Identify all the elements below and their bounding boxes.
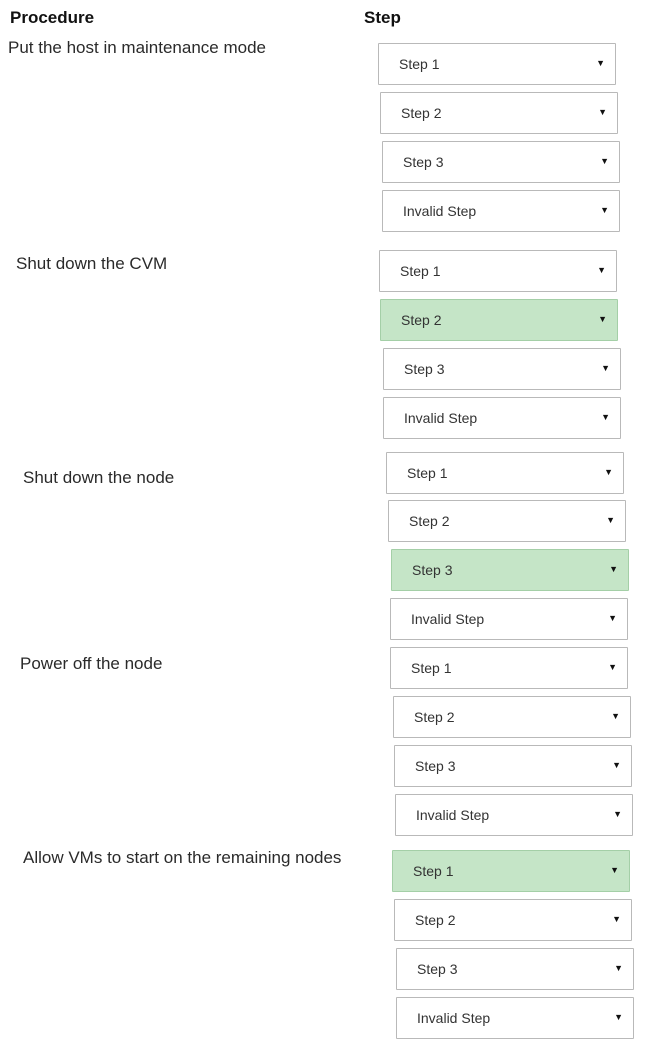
option-label: Step 3 bbox=[403, 154, 444, 170]
option-step-2-selected[interactable] bbox=[380, 299, 618, 341]
caret-down-icon: ▼ bbox=[600, 205, 609, 215]
caret-down-icon: ▼ bbox=[612, 760, 621, 770]
caret-down-icon: ▼ bbox=[606, 515, 615, 525]
option-label: Step 1 bbox=[399, 56, 440, 72]
caret-down-icon: ▼ bbox=[608, 613, 617, 623]
caret-down-icon: ▼ bbox=[612, 914, 621, 924]
option-step-2[interactable] bbox=[393, 696, 631, 738]
option-step-3[interactable] bbox=[394, 745, 632, 787]
step-header: Step bbox=[364, 8, 401, 27]
procedure-label: Put the host in maintenance mode bbox=[8, 38, 266, 57]
option-label: Step 1 bbox=[411, 660, 452, 676]
caret-down-icon: ▼ bbox=[613, 809, 622, 819]
option-step-1[interactable] bbox=[390, 647, 628, 689]
caret-down-icon: ▼ bbox=[604, 467, 613, 477]
option-label: Invalid Step bbox=[416, 807, 490, 823]
procedure-label: Allow VMs to start on the remaining nodes bbox=[23, 848, 342, 867]
option-label: Step 1 bbox=[407, 465, 448, 481]
caret-down-icon: ▼ bbox=[598, 314, 607, 324]
option-label: Step 3 bbox=[412, 562, 453, 578]
caret-down-icon: ▼ bbox=[600, 156, 609, 166]
option-label: Step 1 bbox=[400, 263, 441, 279]
option-step-2[interactable] bbox=[380, 92, 618, 134]
caret-down-icon: ▼ bbox=[614, 1012, 623, 1022]
option-label: Step 2 bbox=[401, 312, 442, 328]
option-label: Invalid Step bbox=[404, 410, 478, 426]
option-label: Step 3 bbox=[404, 361, 445, 377]
option-label: Step 3 bbox=[417, 961, 458, 977]
option-invalid-step[interactable] bbox=[390, 598, 628, 640]
option-step-3[interactable] bbox=[396, 948, 634, 990]
option-label: Step 2 bbox=[415, 912, 456, 928]
option-label: Invalid Step bbox=[403, 203, 477, 219]
procedure-label: Shut down the CVM bbox=[16, 254, 168, 273]
option-label: Invalid Step bbox=[417, 1010, 491, 1026]
caret-down-icon: ▼ bbox=[610, 865, 619, 875]
procedure-header: Procedure bbox=[10, 8, 95, 27]
procedure-label: Power off the node bbox=[20, 654, 163, 673]
option-step-2[interactable] bbox=[388, 500, 626, 542]
option-step-1[interactable] bbox=[386, 452, 624, 494]
caret-down-icon: ▼ bbox=[611, 711, 620, 721]
caret-down-icon: ▼ bbox=[608, 662, 617, 672]
option-invalid-step[interactable] bbox=[382, 190, 620, 232]
option-step-3[interactable] bbox=[383, 348, 621, 390]
option-step-1[interactable] bbox=[379, 250, 617, 292]
caret-down-icon: ▼ bbox=[614, 963, 623, 973]
caret-down-icon: ▼ bbox=[598, 107, 607, 117]
caret-down-icon: ▼ bbox=[609, 564, 618, 574]
option-invalid-step[interactable] bbox=[396, 997, 634, 1039]
caret-down-icon: ▼ bbox=[596, 58, 605, 68]
option-invalid-step[interactable] bbox=[395, 794, 633, 836]
option-step-1[interactable] bbox=[378, 43, 616, 85]
option-step-3-selected[interactable] bbox=[391, 549, 629, 591]
option-label: Step 3 bbox=[415, 758, 456, 774]
option-label: Invalid Step bbox=[411, 611, 485, 627]
caret-down-icon: ▼ bbox=[601, 412, 610, 422]
option-label: Step 2 bbox=[409, 513, 450, 529]
procedure-label: Shut down the node bbox=[23, 468, 175, 487]
option-label: Step 1 bbox=[413, 863, 454, 879]
option-invalid-step[interactable] bbox=[383, 397, 621, 439]
caret-down-icon: ▼ bbox=[601, 363, 610, 373]
option-step-2[interactable] bbox=[394, 899, 632, 941]
option-step-3[interactable] bbox=[382, 141, 620, 183]
option-label: Step 2 bbox=[401, 105, 442, 121]
option-step-1-selected[interactable] bbox=[392, 850, 630, 892]
caret-down-icon: ▼ bbox=[597, 265, 606, 275]
option-label: Step 2 bbox=[414, 709, 455, 725]
